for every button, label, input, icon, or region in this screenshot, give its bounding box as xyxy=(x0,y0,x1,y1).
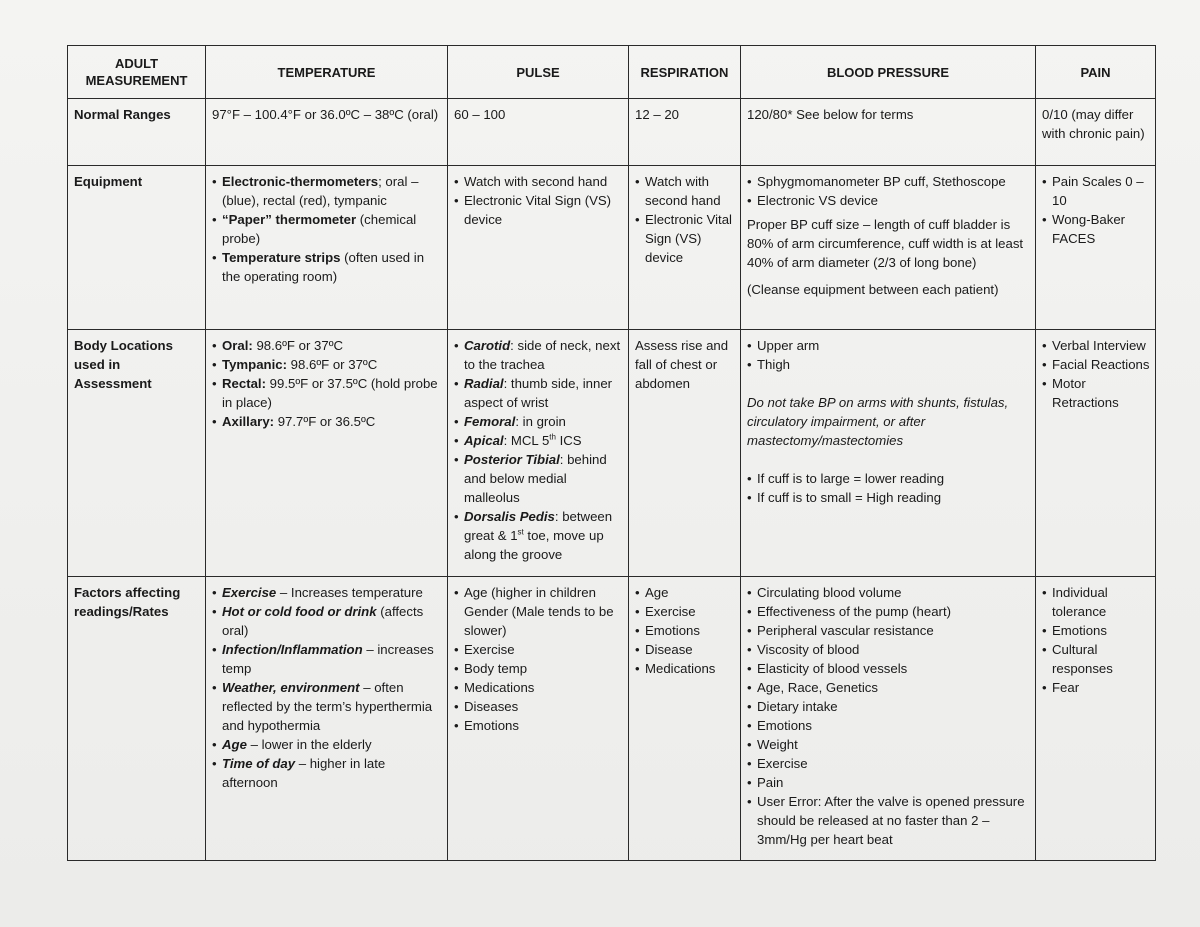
list-item: • Cultural responses xyxy=(1042,640,1150,678)
list-item: • Pain Scales 0 – 10 xyxy=(1042,172,1150,210)
list-item: • Axillary: 97.7ºF or 36.5ºC xyxy=(212,412,442,431)
list-item: • If cuff is to large = lower reading xyxy=(747,469,1030,488)
equipment-blood-pressure xyxy=(741,166,1036,330)
list-item: • Electronic VS device xyxy=(747,191,1030,210)
cuff-size-note: Proper BP cuff size – length of cuff bladder is 80% of arm circumference, cuff width is at least 40% of arm diameter (2/3 of long bone) xyxy=(747,217,1024,270)
list-item: • Exercise xyxy=(635,602,735,621)
factors-pain xyxy=(1036,577,1156,861)
vital-signs-table xyxy=(67,45,1156,861)
header-row xyxy=(68,46,1156,99)
normal-temperature: 97°F – 100.4°F or 36.0ºC – 38ºC (oral) xyxy=(206,99,448,166)
list-item: • Infection/Inflammation – increases temp xyxy=(212,640,442,678)
list-item: • Fear xyxy=(1042,678,1150,697)
list-item: • Age xyxy=(635,583,735,602)
equipment-respiration xyxy=(629,166,741,330)
list-item: • Watch with second hand xyxy=(454,172,623,191)
list-item: • Exercise xyxy=(747,754,1030,773)
list-item: • Thigh xyxy=(747,355,1030,374)
list-item: • Effectiveness of the pump (heart) xyxy=(747,602,1030,621)
list-item: • Electronic Vital Sign (VS) device xyxy=(635,210,735,267)
list-item: • Upper arm xyxy=(747,336,1030,355)
body-locations-temperature xyxy=(206,330,448,577)
list-item: • Verbal Interview xyxy=(1042,336,1150,355)
list-item: • If cuff is to small = High reading xyxy=(747,488,1030,507)
body-locations-respiration: Assess rise and fall of chest or abdomen xyxy=(629,330,741,577)
list-item: • Age (higher in children Gender (Male tends to be slower) xyxy=(454,583,623,640)
header-pulse: PULSE xyxy=(448,46,629,99)
list-item: • Disease xyxy=(635,640,735,659)
factors-temperature xyxy=(206,577,448,861)
list-item: • Electronic-thermometers; oral – (blue), rectal (red), tympanic xyxy=(212,172,442,210)
list-item: • Age – lower in the elderly xyxy=(212,735,442,754)
list-item: • Emotions xyxy=(635,621,735,640)
factors-pulse xyxy=(448,577,629,861)
list-item: • Medications xyxy=(635,659,735,678)
list-item: • Exercise xyxy=(454,640,623,659)
bp-warning: Do not take BP on arms with shunts, fistulas, circulatory impairment, or after mastectomy/mastectomies xyxy=(747,395,1009,448)
list-item: • User Error: After the valve is opened pressure should be released at no faster than 2 – 3mm/Hg per heart beat xyxy=(747,792,1030,849)
list-item: • Emotions xyxy=(454,716,623,735)
list-item: • Emotions xyxy=(747,716,1030,735)
list-item: • Time of day – higher in late afternoon xyxy=(212,754,442,792)
list-item: • Temperature strips (often used in the operating room) xyxy=(212,248,442,286)
list-item: • Medications xyxy=(454,678,623,697)
factors-respiration xyxy=(629,577,741,861)
list-item: • Individual tolerance xyxy=(1042,583,1150,621)
row-label-factors: Factors affecting readings/Rates xyxy=(68,577,206,861)
row-label-equipment: Equipment xyxy=(68,166,206,330)
normal-pulse: 60 – 100 xyxy=(448,99,629,166)
list-item: • Carotid: side of neck, next to the trachea xyxy=(454,336,623,374)
list-item: • Emotions xyxy=(1042,621,1150,640)
equipment-temperature xyxy=(206,166,448,330)
list-item: • Peripheral vascular resistance xyxy=(747,621,1030,640)
normal-pain: 0/10 (may differ with chronic pain) xyxy=(1036,99,1156,166)
list-item: • Oral: 98.6ºF or 37ºC xyxy=(212,336,442,355)
list-item: • Viscosity of blood xyxy=(747,640,1030,659)
list-item: • Weather, environment – often reflected by the term’s hyperthermia and hypothermia xyxy=(212,678,442,735)
list-item: • Body temp xyxy=(454,659,623,678)
equipment-pain xyxy=(1036,166,1156,330)
row-normal-ranges xyxy=(68,99,1156,166)
list-item: • Wong-Baker FACES xyxy=(1042,210,1150,248)
list-item: • Elasticity of blood vessels xyxy=(747,659,1030,678)
body-locations-blood-pressure xyxy=(741,330,1036,577)
list-item: • Dietary intake xyxy=(747,697,1030,716)
list-item: • Tympanic: 98.6ºF or 37ºC xyxy=(212,355,442,374)
normal-blood-pressure: 120/80* See below for terms xyxy=(741,99,1036,166)
body-locations-pain xyxy=(1036,330,1156,577)
list-item: • “Paper” thermometer (chemical probe) xyxy=(212,210,442,248)
header-respiration: RESPIRATION xyxy=(629,46,741,99)
row-equipment xyxy=(68,166,1156,330)
normal-respiration: 12 – 20 xyxy=(629,99,741,166)
equipment-pulse xyxy=(448,166,629,330)
list-item: • Electronic Vital Sign (VS) device xyxy=(454,191,623,229)
list-item: • Exercise – Increases temperature xyxy=(212,583,442,602)
list-item: • Weight xyxy=(747,735,1030,754)
header-pain: PAIN xyxy=(1036,46,1156,99)
factors-blood-pressure xyxy=(741,577,1036,861)
list-item: • Dorsalis Pedis: between great & 1st toe, move up along the groove xyxy=(454,507,623,564)
list-item: • Posterior Tibial: behind and below medial malleolus xyxy=(454,450,623,507)
list-item: • Age, Race, Genetics xyxy=(747,678,1030,697)
list-item: • Apical: MCL 5th ICS xyxy=(454,431,623,450)
header-blood-pressure: BLOOD PRESSURE xyxy=(741,46,1036,99)
row-label-body-locations: Body Locations used in Assessment xyxy=(68,330,206,577)
row-label-normal-ranges: Normal Ranges xyxy=(68,99,206,166)
list-item: • Motor Retractions xyxy=(1042,374,1150,412)
list-item: • Diseases xyxy=(454,697,623,716)
row-body-locations xyxy=(68,330,1156,577)
list-item: • Rectal: 99.5ºF or 37.5ºC (hold probe in place) xyxy=(212,374,442,412)
list-item: • Sphygmomanometer BP cuff, Stethoscope xyxy=(747,172,1030,191)
row-factors xyxy=(68,577,1156,861)
cleanse-note: (Cleanse equipment between each patient) xyxy=(747,282,999,297)
header-temperature: TEMPERATURE xyxy=(206,46,448,99)
list-item: • Pain xyxy=(747,773,1030,792)
header-adult-measurement: ADULT MEASUREMENT xyxy=(68,46,206,99)
list-item: • Circulating blood volume xyxy=(747,583,1030,602)
list-item: • Femoral: in groin xyxy=(454,412,623,431)
list-item: • Facial Reactions xyxy=(1042,355,1150,374)
body-locations-pulse xyxy=(448,330,629,577)
list-item: • Hot or cold food or drink (affects oral) xyxy=(212,602,442,640)
list-item: • Radial: thumb side, inner aspect of wrist xyxy=(454,374,623,412)
list-item: • Watch with second hand xyxy=(635,172,735,210)
